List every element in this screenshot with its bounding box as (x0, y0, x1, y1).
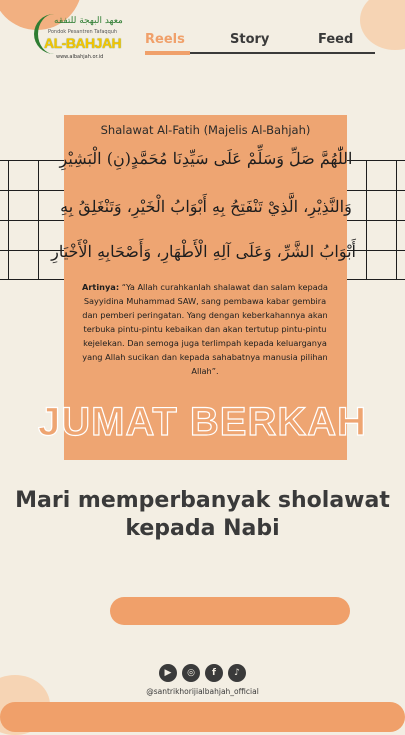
social-handle[interactable]: @santrikhorijialbahjah_official (146, 687, 259, 696)
card-title: Shalawat Al-Fatih (Majelis Al-Bahjah) (100, 123, 311, 137)
youtube-icon[interactable]: ▶ (159, 664, 177, 682)
headline: Mari memperbanyak sholawat kepada Nabi (15, 488, 390, 541)
brand-logo[interactable] (34, 14, 124, 66)
tab-story[interactable]: Story (230, 32, 270, 47)
translation-label: Artinya: (82, 282, 120, 292)
tab-feed[interactable]: Feed (318, 32, 354, 47)
instagram-icon[interactable]: ◎ (182, 664, 200, 682)
decor-circle-top-right (360, 0, 405, 50)
decor-pill (110, 597, 350, 625)
logo-subtitle: Pondok Pesantren Tafaqquh (48, 29, 118, 35)
facebook-icon[interactable]: f (205, 664, 223, 682)
social-icons (0, 664, 405, 682)
arabic-line-3: أَبْوَابُ الشَّرِّ، وَعَلَى آلِهِ الْأَطْهَارِ، وَأَصْحَابِهِ الْأَخْيَارِ (51, 242, 356, 261)
tiktok-icon[interactable]: ♪ (228, 664, 246, 682)
nav-active-indicator (145, 51, 190, 55)
logo-arabic-name: معهد البهجة للتفقه (54, 16, 123, 26)
arabic-line-1: اللّٰهُمَّ صَلِّ وَسَلِّمْ عَلَى سَيِّدِنَا مُحَمَّدٍ(نِ) الْبَشِيْرِ (59, 149, 353, 168)
translation-text (82, 280, 328, 378)
logo-url: www.albahjah.or.id (56, 54, 104, 60)
arabic-line-2: وَالنَّذِيْرِ، الَّذِيْ تَنْفَتِحُ بِهِ أَبْوَابُ الْخَيْرِ، وَتَنْغَلِقُ بِهِ (60, 197, 352, 216)
jumat-berkah-banner: JUMAT BERKAH (37, 400, 368, 444)
translation-body: “Ya Allah curahkanlah shalawat dan salam kepada Sayyidina Muhammad SAW, sang pembawa kabar gembira dan pemberi peringatan. Yang dengan keberkahannya akan terbuka pintu-pintu kebaikan dan akan tertutup pintu-pintu kejelekan. Dan semoga juga terlimpah kepada keluarganya yang Allah sucikan dan kepada sahabatnya manusia pilihan Allah”. (82, 282, 328, 376)
decor-bottom-bar (0, 702, 405, 732)
logo-name: AL-BAHJAH (44, 35, 122, 51)
tab-reels[interactable]: Reels (145, 32, 185, 47)
